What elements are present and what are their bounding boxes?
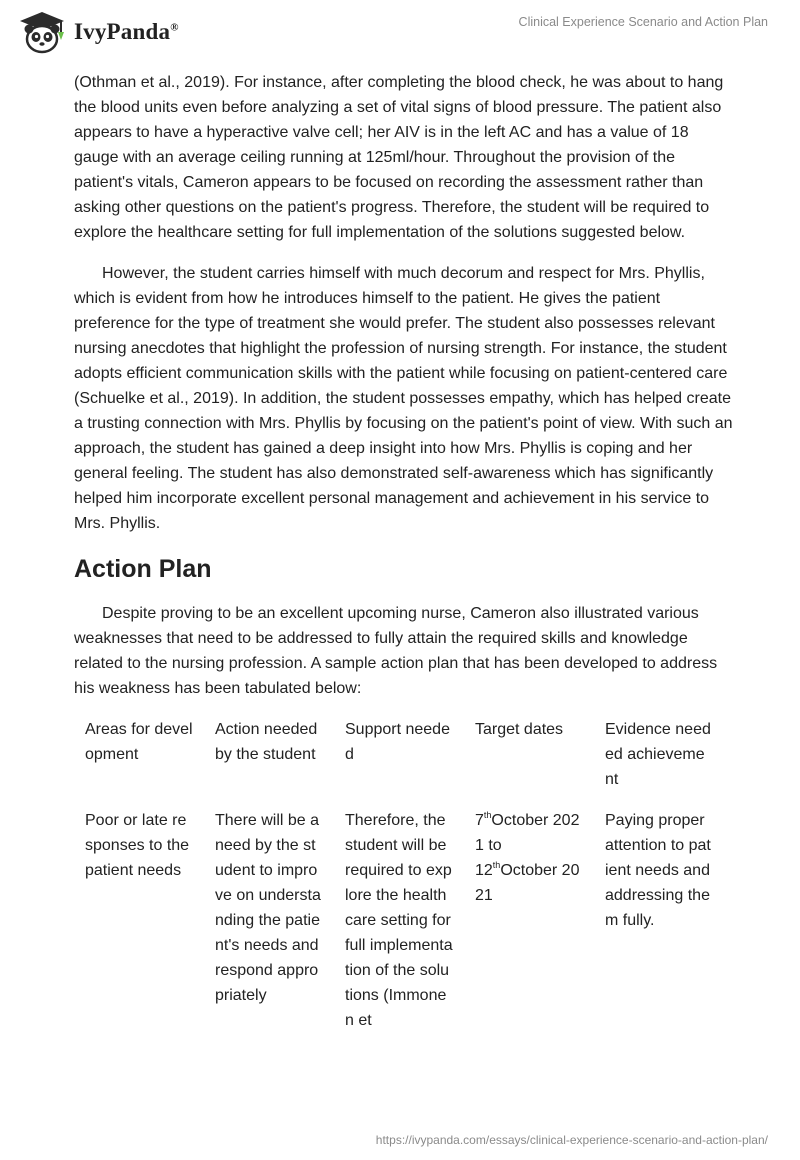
- table-header-cell: Support needed: [345, 721, 450, 763]
- table-header-cell: Target dates: [475, 721, 564, 738]
- paragraph-3: Despite proving to be an excellent upcoming nurse, Cameron also illustrated various weaknesses that need to be addressed to fully attain the required skills and knowledge related to the nursing profession. A sample action plan that has been developed to address his weakness has been tabulated below:: [74, 605, 718, 697]
- source-url[interactable]: https://ivypanda.com/essays/clinical-experience-scenario-and-action-plan/: [375, 1133, 768, 1147]
- table-cell-evidence: Paying proper attention to patient needs and addressing them fully.: [605, 812, 711, 929]
- logo[interactable]: [16, 10, 179, 54]
- paragraph-2: However, the student carries himself with much decorum and respect for Mrs. Phyllis, which is evident from how he introduces himself to the patient. He gives the patient preference for the type of treatment she would prefer. The student also possesses relevant nursing anecdotes that highlight the profession of nursing strength. For instance, the student adopts efficient communication skills with the patient while focusing on patient-centered care (Schuelke et al., 2019). In addition, the student possesses empathy, which has helped create a trusting connection with Mrs. Phyllis by focusing on the patient's point of view. With such an approach, the student has gained a deep insight into how Mrs. Phyllis is coping and her general feeling. The student has also demonstrated self-awareness which has significantly helped him incorporate excellent personal management and achievement in his service to Mrs. Phyllis.: [74, 265, 733, 532]
- logo-text: IvyPanda®: [74, 19, 179, 44]
- essay-content: [74, 70, 734, 1033]
- action-plan-table: [74, 717, 724, 1033]
- table-header-row: [74, 717, 724, 808]
- section-heading-action-plan: Action Plan: [74, 555, 212, 583]
- table-header-cell: Areas for development: [85, 721, 193, 763]
- table-header-cell: Action needed by the student: [215, 721, 318, 763]
- page-header: [0, 0, 800, 70]
- table-row: [74, 808, 724, 1033]
- table-cell-target-dates: 7thOctober 2021 to 12thOctober 2021: [475, 810, 580, 904]
- table-cell-support: Therefore, the student will be required to explore the healthcare setting for full implementation of the solutions (Immonen et: [345, 812, 453, 1029]
- table-header-cell: Evidence needed achievement: [605, 721, 711, 788]
- panda-logo-icon: [16, 10, 68, 54]
- table-cell-action: There will be a need by the student to improve on understanding the patient's needs and respond appropriately: [215, 812, 321, 1004]
- table-cell-area: Poor or late responses to the patient needs: [85, 812, 190, 879]
- paragraph-1: (Othman et al., 2019). For instance, after completing the blood check, he was about to hang the blood units even before analyzing a set of vital signs of blood pressure. The patient also appears to have a hyperactive valve cell; her AIV is in the left AC and has a value of 18 gauge with an average ceiling running at 125ml/hour. Throughout the provision of the patient's vitals, Cameron appears to be focused on recording the assessment rather than asking other questions on the patient's progress. Therefore, the student will be required to explore the healthcare setting for full implementation of the solutions suggested below.: [74, 74, 724, 241]
- document-title: Clinical Experience Scenario and Action Plan: [518, 15, 768, 29]
